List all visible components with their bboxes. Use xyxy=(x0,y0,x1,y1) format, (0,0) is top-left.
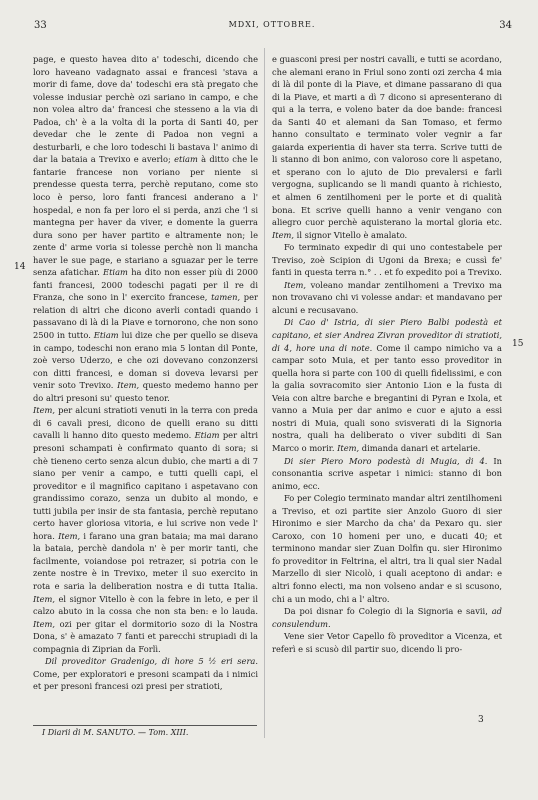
footer-rule xyxy=(33,725,257,726)
footer-citation: I Diarii di M. SANUTO. — Tom. XIII. xyxy=(42,728,189,737)
running-title: MDXI, OTTOBRE. xyxy=(228,20,316,29)
page-number-left: 33 xyxy=(34,20,47,31)
margin-column-number-left: 14 xyxy=(14,262,26,272)
paragraph: Item, per alcuni stratioti venuti in la terra con preda di 6 cavali presi, dicono de quelli erano su ditti cavalli li hanno dito questo medemo. Etiam per altri presoni schampati è confirmato quanto di sora; si chè tieneno certo senza alcun dubio, che marti a di 7 siano per venir a campo, e tutti quelli capi, el proveditor e il magnifico capitano i aspetavano con grandissimo corazo, senza un dubito al mondo, e tutti jubila per insir de sta fantasia, perchè reputano certo haver gloriosa vitoria, e lui scrive non vede l' hora. Item, i farano una gran bataia; ma mai darano la bataia, perchè dandola n' è per morir tanti, che facilmente, voiandose poi retrazer, si potria con le zente nostre è in Trevixo, meter il suo exercito in rota e saria la deliberation nostra e di tutta Italia. Item, el signor Vitello è con la febre in leto, e per il calzo abuto in la cossa che non sta ben: e lo lauda. Item, ozi per gitar el dormitorio sozo di la Nostra Dona, s' è amazato 7 fanti et parecchi strupiadi di la compagnia di Ziprian da Forlì. xyxy=(33,405,258,654)
paragraph: e guasconi presi per nostri cavalli, e tutti se acordano, che alemani erano in Friul sono zonti ozi zercha 4 mia di là dil ponte di la Piave, et dimane passarano di qua di la Piave, et marti a dì 7 dicono si apresenterano di qui a la terra, e voleno bater da doe bande: francesi da Santi 40 et alemani da San Tomaso, et fermo hanno consultato e terminato voler vegnir a far gaiarda experientia di haver sta terra. Scrive tutti de li stanno di bon animo, con valoroso core li aspetano, et sperano con lo ajuto de Dio prevalersi e farli vergogna, suplicando se li mandi quanto à richiesto, et almen 6 zentilhomeni per le porte et di qualità bona. Et scrive quelli hanno a venir vengano con aliegro cuor perchè aquisterano la mortal gloria etc. Item, il signor Vitello è amalato. xyxy=(272,54,502,240)
paragraph: Dil proveditor Gradenigo, di hore 5 ½ eri sera. Come, per exploratori e presoni scampati da i nimici et per presoni francesi ozi presi per stratioti, xyxy=(33,656,258,692)
paragraph: Item, voleano mandar zentilhomeni a Trevixo ma non trovavano chi vi volesse andar: et mandavano per alcuni e recusavano. xyxy=(272,279,502,315)
paragraph: Di Cao d' Istria, di sier Piero Balbi podestà et capitano, et sier Andrea Zivran proveditor di stratioti, di 4, hore una di note. Come il campo nimicho va a campar soto Muia, et per tanto esso proveditor in quella hora si parte con 100 di quelli fidelissimi, e con la galia sovracomito sier Antonio Lion e la fusta di Veia con altre barche e bregantini di Pyran e Ixola, et vanno a Muia per dar animo e cuor e ajuto a essi nostri di Muia, quali sono svisverati di la Signoria nostra, quali ha deliberato o viver subditi di San Marco o morir. Item, dimanda danari et artelarie. xyxy=(272,317,502,453)
paragraph: Vene sier Vetor Capello fò proveditor a Vicenza, et referì e si scusò dil partir suo, dicendo li pro- xyxy=(272,631,502,654)
paragraph: page, e questo havea dito a' todeschi, dicendo che loro haveano vadagnato assai e francesi 'stava a morir di fame, dove da' todeschi era stà pregato che volesse indusiar perchè ozi sariano in campo, e che non volea altro da' francesi che stesseno a la via di Padoa, ch' è a la volta di la porta di Santi 40, per devedar che le zente di Padoa non vegni a desturbarli, e che loro todeschi li bastava l' animo di dar la bataia a Trevixo e averlo; etiam à ditto che le fantarie francese non voriano per niente si prendesse questa terra, perchè reputano, come sto loco è perso, loro fanti francesi anderano a l' hospedal, e non fa per loro el si perda, anzi che 'l si mantegna per haver da viver, e domente la guerra dura sono per haver partito e altramente non; le zente d' arme voria si tolesse perchè non li mancha haver le sue page, e stariano a sguazar per le terre senza afatichar. Etiam ha dito non esser più di 2000 fanti francesi, 2000 todeschi pagati per il re di Franza, che sono in l' exercito francese, tamen, per relation di altri che dicono averli contadi quando i passavano di là di la Piave e tornorono, che non sono 2500 in tutto. Etiam lui dize che per quello se diseva in campo, todeschi non erano mia 5 lontan dil Ponte, zoè verso Uderzo, e che ozi dovevano conzonzersi con ditti francesi, e doman si doveva levarsi per venir soto Trevixo. Item, questo medemo hanno per do altri presoni su' questo tenor. xyxy=(33,54,259,403)
margin-column-number-right: 15 xyxy=(512,339,524,349)
running-header xyxy=(28,20,516,36)
right-column xyxy=(272,53,502,655)
column-divider xyxy=(264,48,265,738)
left-column xyxy=(33,53,258,693)
signature-mark: 3 xyxy=(478,715,484,725)
page-number-right: 34 xyxy=(499,20,512,31)
paragraph: Fo terminato expedir di qui uno contestabele per Treviso, zoè Scipion di Ugoni da Brexa; e cussì fe' fanti in questa terra n.° . . et fo expedito poi a Trevixo. xyxy=(272,242,502,278)
paragraph: Di sier Piero Moro podestà di Mugia, di 4. In consonantia scrive aspetar i nimici: stanno di bon animo, ecc. xyxy=(272,455,502,491)
paragraph: Fo per Colegio terminato mandar altri zentilhomeni a Treviso, et ozi partite sier Anzolo Guoro di sier Hironimo e sier Marcho da cha' da Pexaro qu. sier Caroxo, con 10 homeni per uno, e ducati 40; et terminono mandar sier Zuan Dolfin qu. sier Hironimo fo proveditor in Feltrina, el altri, tra li qual sier Nadal Marzello di sier Nicolò, i quali aceptono di andar: e altri fonno electi, ma non volseno andar e si scusono, chi a un modo, chi a l' altro. xyxy=(272,493,502,604)
paragraph: Da poi disnar fo Colegio di la Signoria e savii, ad consulendum. xyxy=(272,606,502,629)
